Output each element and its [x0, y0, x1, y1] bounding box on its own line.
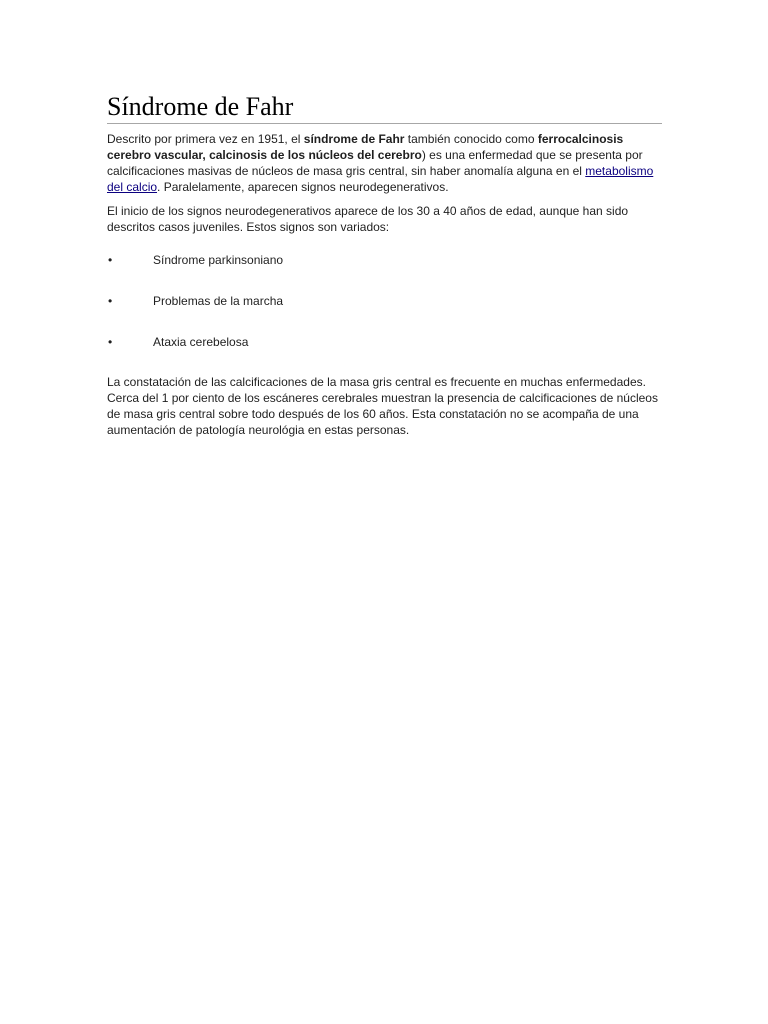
page-title: Síndrome de Fahr — [107, 92, 662, 124]
intro-text-3: ) es una enfermedad que se presenta por calcificaciones masivas de núcleos de masa gris central, sin haber anomalía alguna en el — [107, 148, 643, 178]
bullet-icon: • — [108, 335, 113, 349]
link-metabolismo-del-calcio[interactable]: metabolismo del calcio — [107, 164, 654, 194]
bullet-icon: • — [108, 294, 113, 308]
document-page — [107, 92, 662, 438]
intro-text-4: . Paralelamente, aparecen signos neurodegenerativos. — [157, 180, 449, 194]
list-item — [107, 252, 662, 268]
list-item — [107, 293, 662, 309]
list-item — [107, 334, 662, 350]
term-sindrome-de-fahr: síndrome de Fahr — [303, 132, 405, 146]
list-item-label: Ataxia cerebelosa — [153, 335, 249, 349]
findings-paragraph: La constatación de las calcificaciones de la masa gris central es frecuente en muchas enfermedades. Cerca del 1 por ciento de los escáneres cerebrales muestran la presencia de calcificaciones de núcleos de masa gris central sobre todo después de los 60 años. Esta constatación no se acompaña de una aumentación de patología neurológia en estas personas. — [107, 375, 658, 437]
bullet-icon: • — [108, 253, 113, 267]
intro-text-1: Descrito por primera vez en 1951, el — [107, 132, 304, 146]
list-item-label: Síndrome parkinsoniano — [153, 253, 284, 267]
list-item-label: Problemas de la marcha — [153, 294, 284, 308]
intro-text-2: también conocido como — [404, 132, 538, 146]
symptom-list — [107, 252, 662, 350]
intro-paragraph — [107, 131, 662, 195]
onset-paragraph: El inicio de los signos neurodegenerativos aparece de los 30 a 40 años de edad, aunque han sido descritos casos juveniles. Estos signos son variados: — [107, 204, 629, 234]
term-ferrocalcinosis: ferrocalcinosis cerebro vascular, calcinosis de los núcleos del cerebro — [107, 132, 624, 162]
